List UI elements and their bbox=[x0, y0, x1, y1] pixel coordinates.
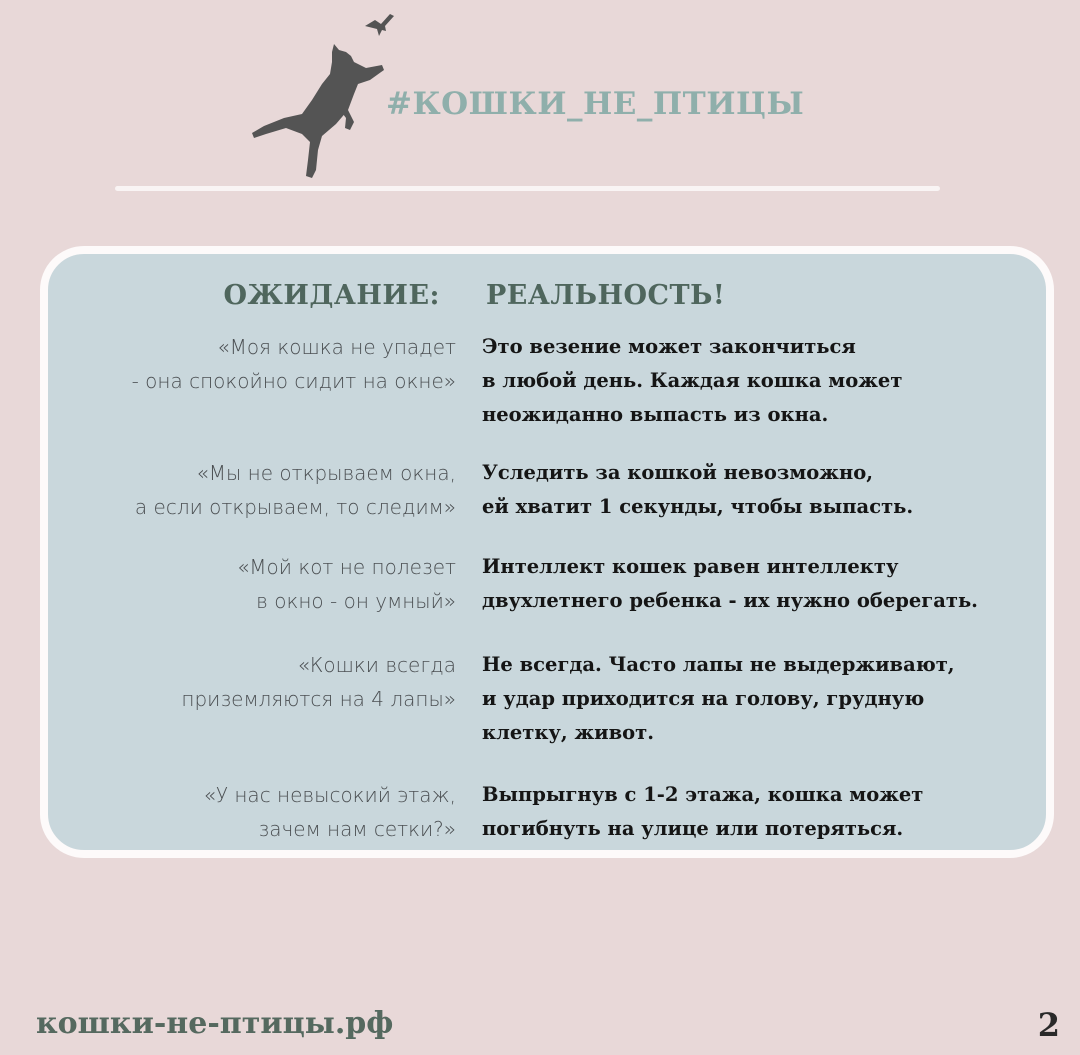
expectation-text: «Моя кошка не упадет - она спокойно сидит на окне» bbox=[131, 335, 456, 393]
reality-heading: РЕАЛЬНОСТЬ! bbox=[486, 280, 726, 311]
hashtag-title: #КОШКИ_НЕ_ПТИЦЫ bbox=[386, 86, 805, 122]
expectation-text: «Кошки всегда приземляются на 4 лапы» bbox=[181, 653, 456, 711]
reality-text: Выпрыгнув с 1-2 этажа, кошка может погибнуть на улице или потеряться. bbox=[482, 783, 924, 840]
website-link[interactable]: кошки-не-птицы.рф bbox=[36, 1006, 394, 1041]
reality-text: Уследить за кошкой невозможно, ей хватит 1 секунды, чтобы выпасть. bbox=[482, 461, 914, 518]
expectation-text: «Мой кот не полезет в окно - он умный» bbox=[237, 555, 456, 613]
expectation-text: «У нас невысокий этаж, зачем нам сетки?» bbox=[203, 783, 456, 841]
expectation-heading: ОЖИДАНИЕ: bbox=[223, 280, 440, 311]
reality-text: Интеллект кошек равен интеллекту двухлетнего ребенка - их нужно оберегать. bbox=[482, 555, 978, 612]
page-number: 2 bbox=[1037, 1006, 1060, 1044]
header bbox=[0, 0, 1080, 200]
reality-text: Не всегда. Часто лапы не выдерживают, и удар приходится на голову, грудную клетку, живот. bbox=[482, 653, 955, 744]
reality-text: Это везение может закончиться в любой день. Каждая кошка может неожиданно выпасть из окна. bbox=[482, 335, 903, 426]
expectation-text: «Мы не открываем окна, а если открываем, то следим» bbox=[134, 461, 456, 519]
header-divider bbox=[115, 186, 940, 191]
comparison-card bbox=[40, 246, 1054, 858]
